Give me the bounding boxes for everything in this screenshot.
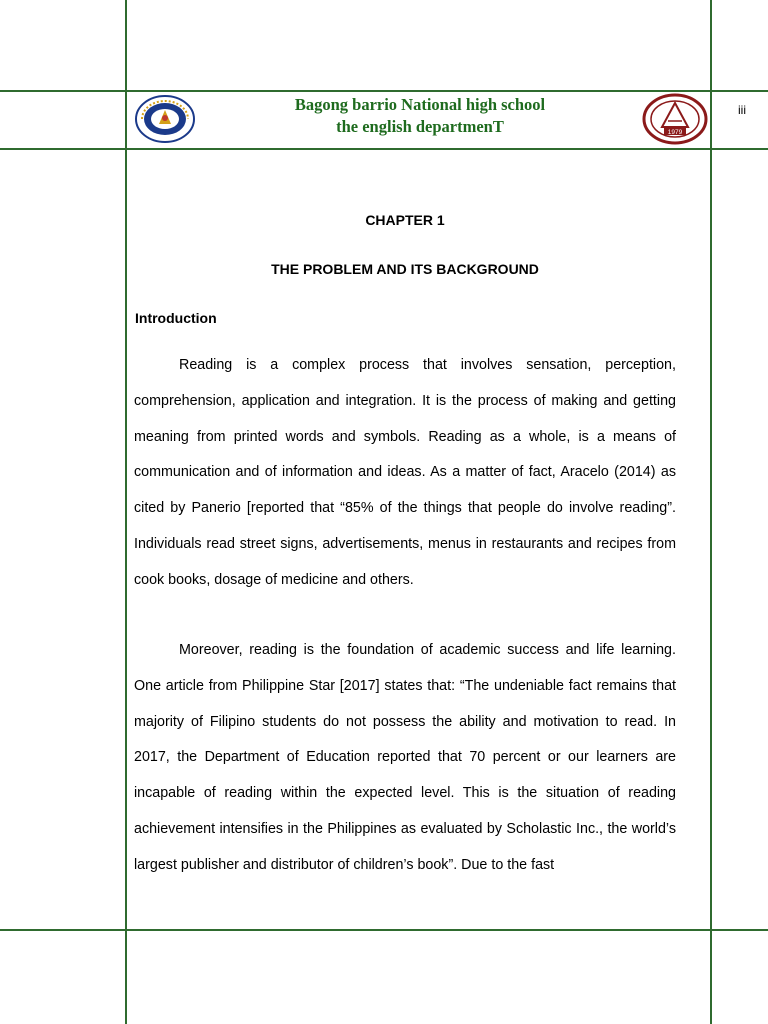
header-top-line [0,90,768,92]
right-border-line [710,0,712,1024]
chapter-title: CHAPTER 1 [365,212,445,228]
seal-year: 1979 [667,129,683,136]
document-title: THE PROBLEM AND ITS BACKGROUND [271,261,539,277]
section-heading: Introduction [135,310,217,326]
page-number: iii [738,103,746,117]
header-bottom-line [0,148,768,150]
school-header [200,94,640,138]
deped-seal-icon [134,94,196,144]
school-seal-icon [642,93,708,145]
paragraph-1: Reading is a complex process that involves sensation, perception, comprehension, application and integration. It is the process of making and getting meaning from printed words and symbols. Reading as a whole, is a means of communication and of information and ideas. As a matter of fact, Aracelo (2014) as cited by Panerio [reported that “85% of the things that people do involve reading”. Individuals read street signs, advertisements, menus in restaurants and recipes from cook books, dosage of medicine and others. [134,357,676,588]
school-name: Bagong barrio National high school [294,95,546,114]
footer-line [0,929,768,931]
left-border-line [125,0,127,1024]
department-name: the english departmenT [336,117,504,136]
paragraph-2: Moreover, reading is the foundation of academic success and life learning. One article from Philippine Star [2017] states that: “The undeniable fact remains that majority of Filipino students do not possess the ability and motivation to read. In 2017, the Department of Education reported that 70 percent or our learners are incapable of reading within the expected level. This is the situation of reading achievement intensifies in the Philippines as evaluated by Scholastic Inc., the world’s largest publisher and distributor of children’s book”. Due to the fast [134,642,676,873]
